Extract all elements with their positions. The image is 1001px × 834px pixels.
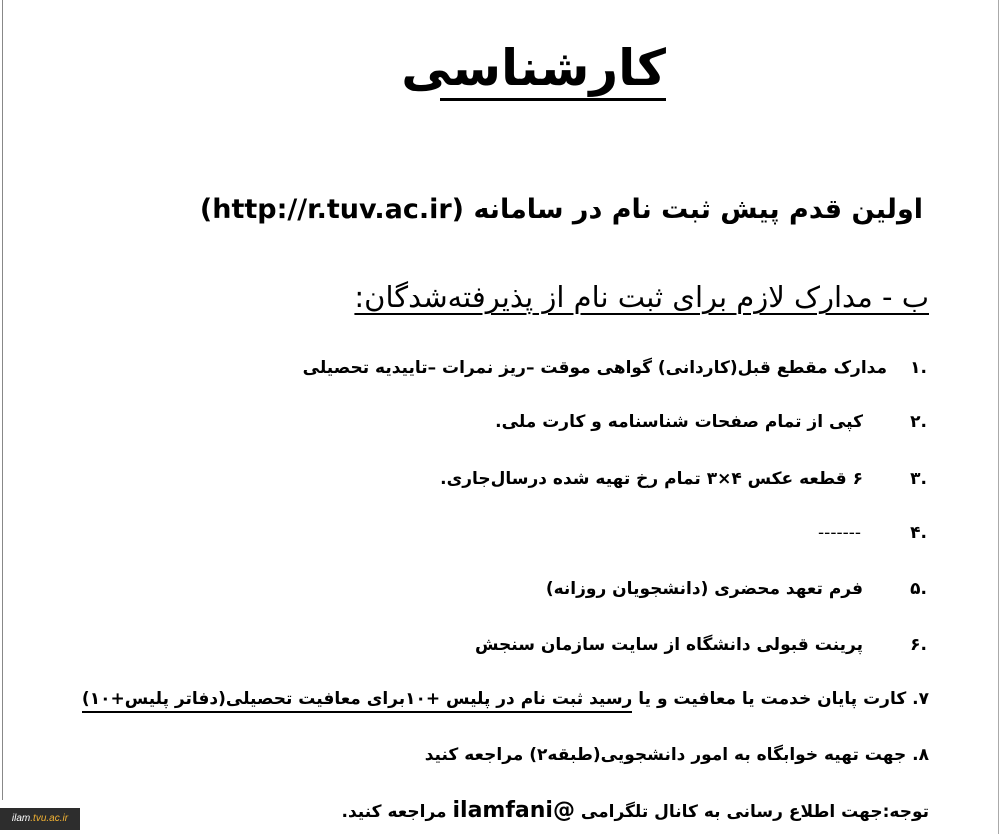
- item-text: فرم تعهد محضری (دانشجویان روزانه): [545, 579, 863, 599]
- first-step-text: اولین قدم پیش ثبت نام در سامانه: [473, 194, 923, 225]
- footer-note-after: مراجعه کنید.: [341, 802, 453, 822]
- page-title: کارشناسی: [440, 38, 666, 101]
- brand-tag-site: .tvu.ac.ir: [30, 813, 69, 824]
- list-item: [303, 355, 927, 381]
- footer-note: [342, 796, 929, 827]
- item7-underlined: رسید ثبت نام در پلیس +۱۰برای معافیت تحصیلی(دفاتر پلیس+۱۰): [82, 689, 632, 713]
- list-item-7: [82, 684, 929, 714]
- list-item: [818, 520, 927, 546]
- brand-tag: [0, 808, 80, 830]
- item-number: .۲: [910, 412, 927, 432]
- item-text: پرینت قبولی دانشگاه از سایت سازمان سنجش: [475, 635, 863, 655]
- item-number: .۴: [910, 523, 927, 543]
- list-item-8: ۸. جهت تهیه خوابگاه به امور دانشجویی(طبقه۲) مراجعه کنید: [424, 745, 929, 765]
- registration-url: (http://r.tuv.ac.ir): [199, 194, 465, 225]
- scan-edge-left: [2, 0, 3, 800]
- item-number: .۱: [910, 358, 927, 378]
- item7-prefix: ۷. کارت پایان خدمت یا معافیت و یا: [632, 689, 929, 709]
- section-heading: ب - مدارک لازم برای ثبت نام از پذیرفته‌شدگان:: [354, 280, 929, 314]
- scan-edge-right: [998, 0, 999, 834]
- list-item: [495, 409, 927, 435]
- item-number: .۵: [910, 579, 927, 599]
- list-item: [546, 576, 927, 602]
- item-text: ۶ قطعه عکس ۴×۳ تمام رخ تهیه شده درسال‌جاری.: [440, 469, 863, 489]
- brand-tag-left: ilam: [11, 813, 31, 824]
- item-number: .۳: [910, 469, 927, 489]
- item-text: -------: [818, 523, 861, 543]
- item-text: مدارک مقطع قبل(کاردانی) گواهی موقت –ریز نمرات –تاییدیه تحصیلی: [302, 358, 887, 378]
- item-text: کپی از تمام صفحات شناسنامه و کارت ملی.: [495, 412, 863, 432]
- item-number: .۶: [910, 635, 927, 655]
- first-step-line: [199, 190, 923, 230]
- telegram-channel: ilamfani@: [452, 798, 575, 823]
- list-item: [440, 466, 927, 492]
- footer-note-before: توجه:جهت اطلاع رسانی به کانال تلگرامی: [574, 802, 929, 822]
- list-item: [475, 632, 927, 658]
